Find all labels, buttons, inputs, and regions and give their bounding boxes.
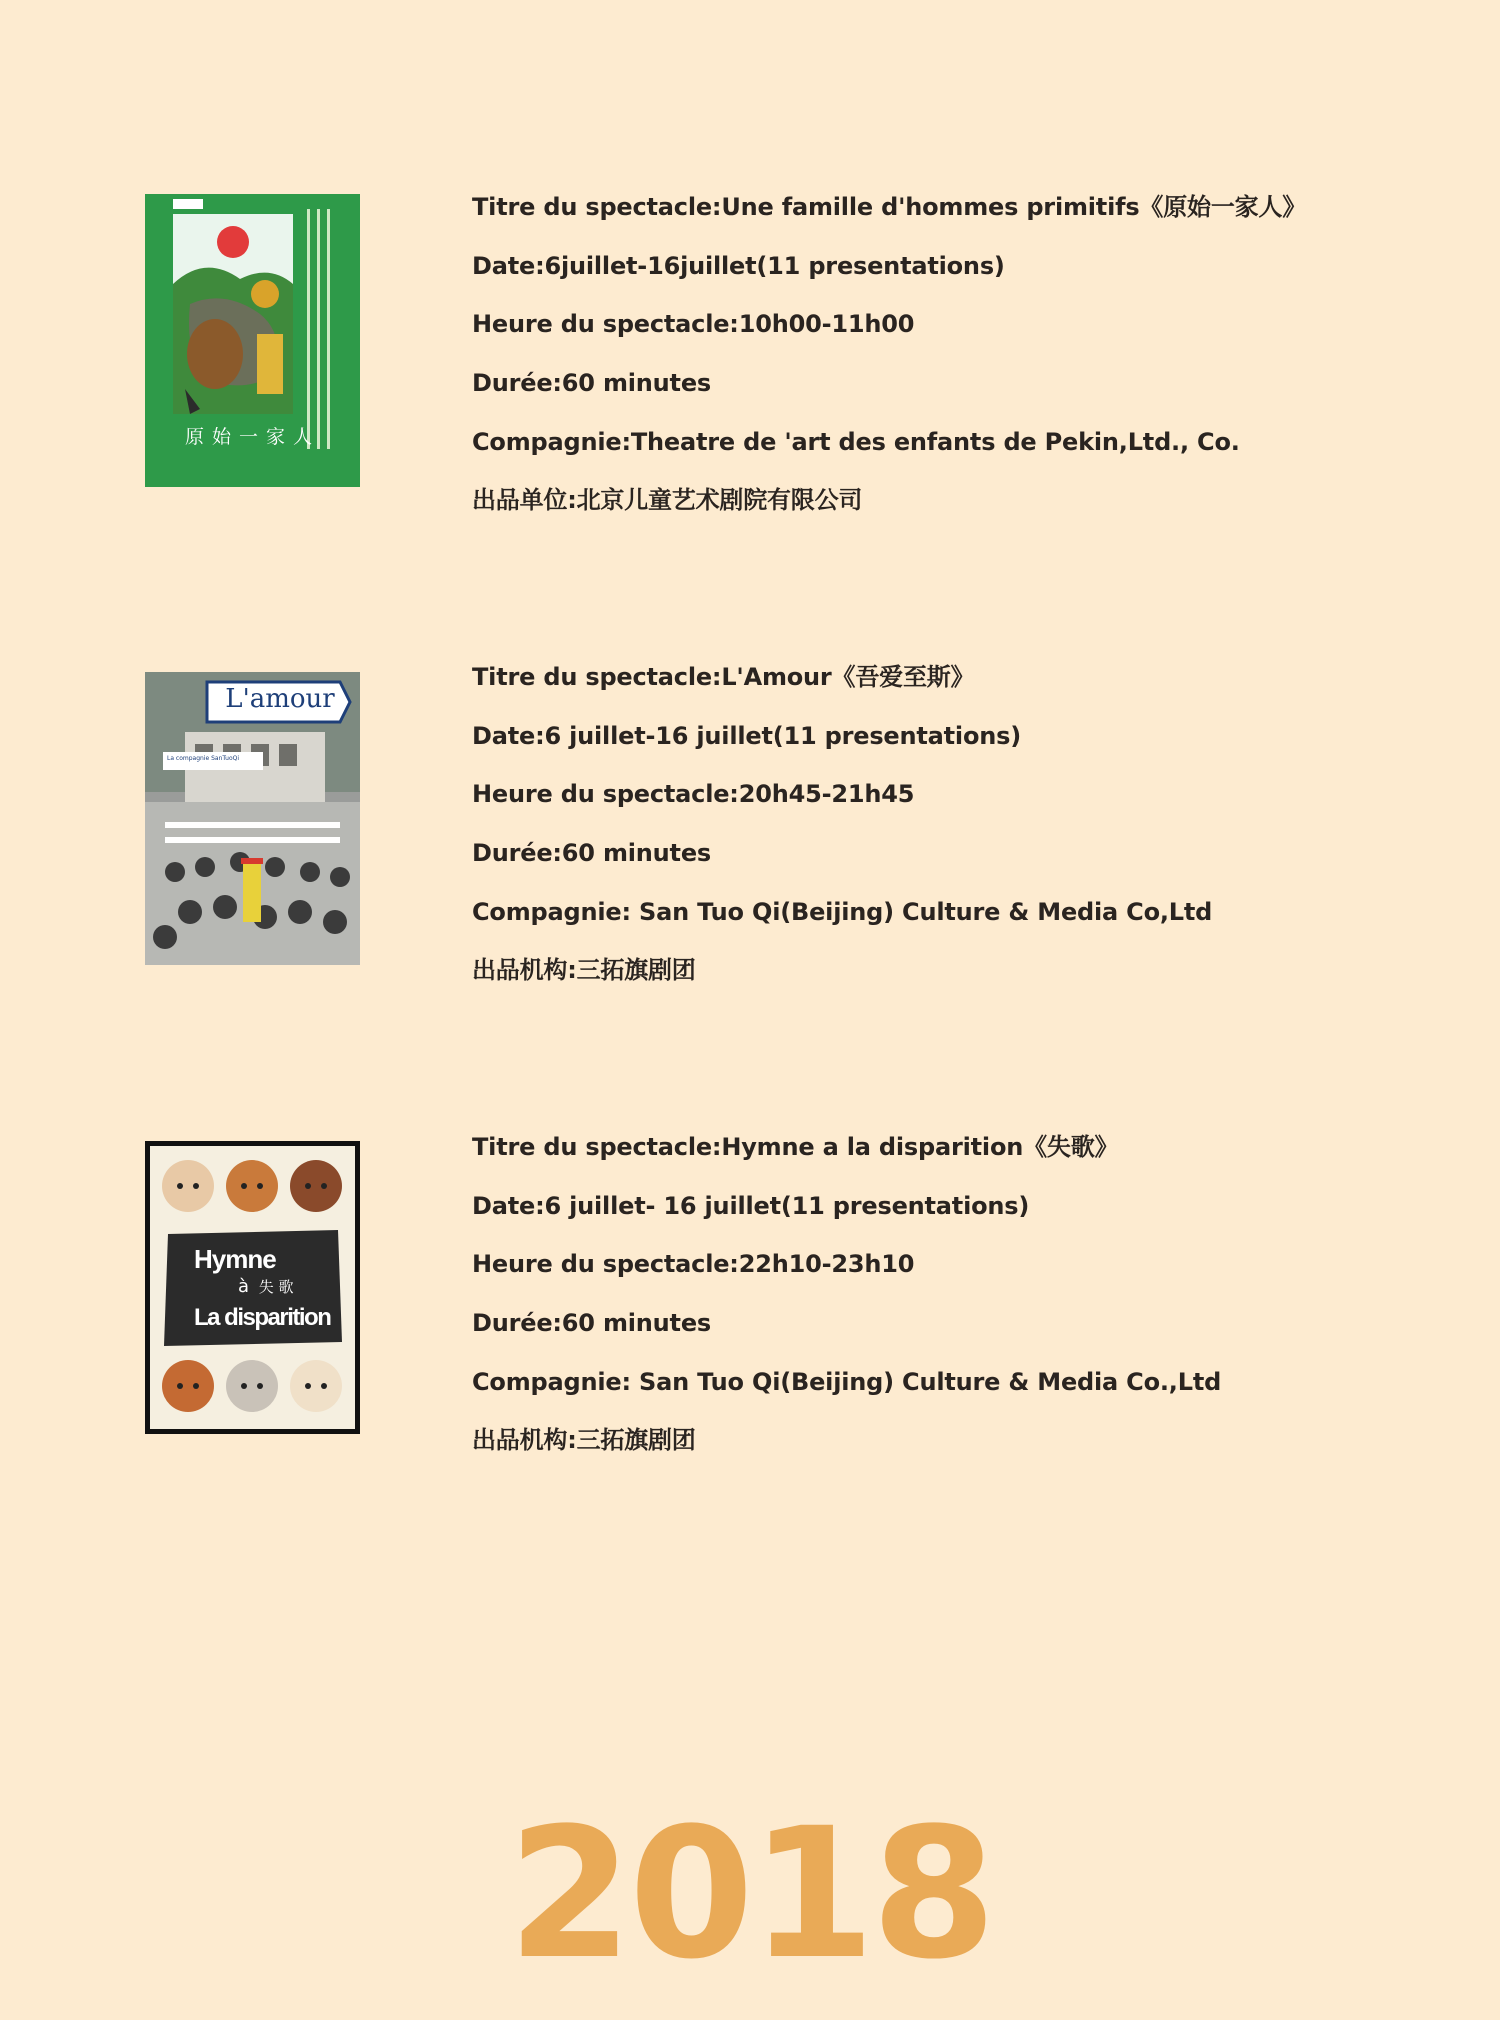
detail-duration: Durée:60 minutes: [472, 1309, 711, 1338]
detail-title: Titre du spectacle:Hymne a la disparition《失歌》: [472, 1133, 1119, 1161]
show-entry: [0, 648, 1500, 988]
show-entry: [0, 178, 1500, 518]
detail-producer: 出品机构:三拓旗剧团: [472, 956, 696, 985]
poster-famille-primitifs: [145, 194, 360, 487]
poster-hymne: [145, 1141, 360, 1434]
poster-title-cn: 原始一家人: [184, 426, 320, 448]
detail-company: Compagnie:Theatre de 'art des enfants de Pekin,Ltd., Co.: [472, 427, 1240, 456]
poster-title: L'amour: [225, 684, 335, 714]
show-details: [472, 178, 1306, 530]
detail-date: Date:6 juillet- 16 juillet(11 presentations): [472, 1191, 1030, 1220]
detail-duration: Durée:60 minutes: [472, 369, 711, 398]
poster-badge: La compagnie SanTuoQi: [167, 755, 240, 762]
detail-title: Titre du spectacle:Une famille d'hommes primitifs《原始一家人》: [472, 193, 1307, 221]
show-details: [472, 1118, 1221, 1470]
detail-producer: 出品单位:北京儿童艺术剧院有限公司: [472, 486, 863, 515]
poster-title-a: à: [238, 1276, 250, 1297]
detail-time: Heure du spectacle:10h00-11h00: [472, 310, 915, 339]
poster-lamour: [145, 672, 360, 965]
detail-company: Compagnie: San Tuo Qi(Beijing) Culture & Media Co,Ltd: [472, 897, 1213, 926]
detail-title: Titre du spectacle:L'Amour《吾爱至斯》: [472, 663, 975, 691]
show-entry: [0, 1118, 1500, 1458]
detail-date: Date:6juillet-16juillet(11 presentations): [472, 251, 1005, 280]
poster-title-line1: Hymne: [194, 1244, 276, 1274]
detail-date: Date:6 juillet-16 juillet(11 presentations): [472, 721, 1021, 750]
detail-time: Heure du spectacle:22h10-23h10: [472, 1250, 915, 1279]
detail-company: Compagnie: San Tuo Qi(Beijing) Culture & Media Co.,Ltd: [472, 1367, 1222, 1396]
year-heading: 2018: [507, 1790, 993, 1999]
show-details: [472, 648, 1212, 1000]
poster-title-line2: [238, 1276, 294, 1297]
detail-time: Heure du spectacle:20h45-21h45: [472, 780, 915, 809]
detail-duration: Durée:60 minutes: [472, 839, 711, 868]
detail-producer: 出品机构:三拓旗剧团: [472, 1426, 696, 1455]
poster-illustration: [145, 672, 360, 965]
poster-title-cn: 失 歌: [258, 1278, 294, 1296]
poster-title-line3: La disparition: [194, 1304, 331, 1331]
